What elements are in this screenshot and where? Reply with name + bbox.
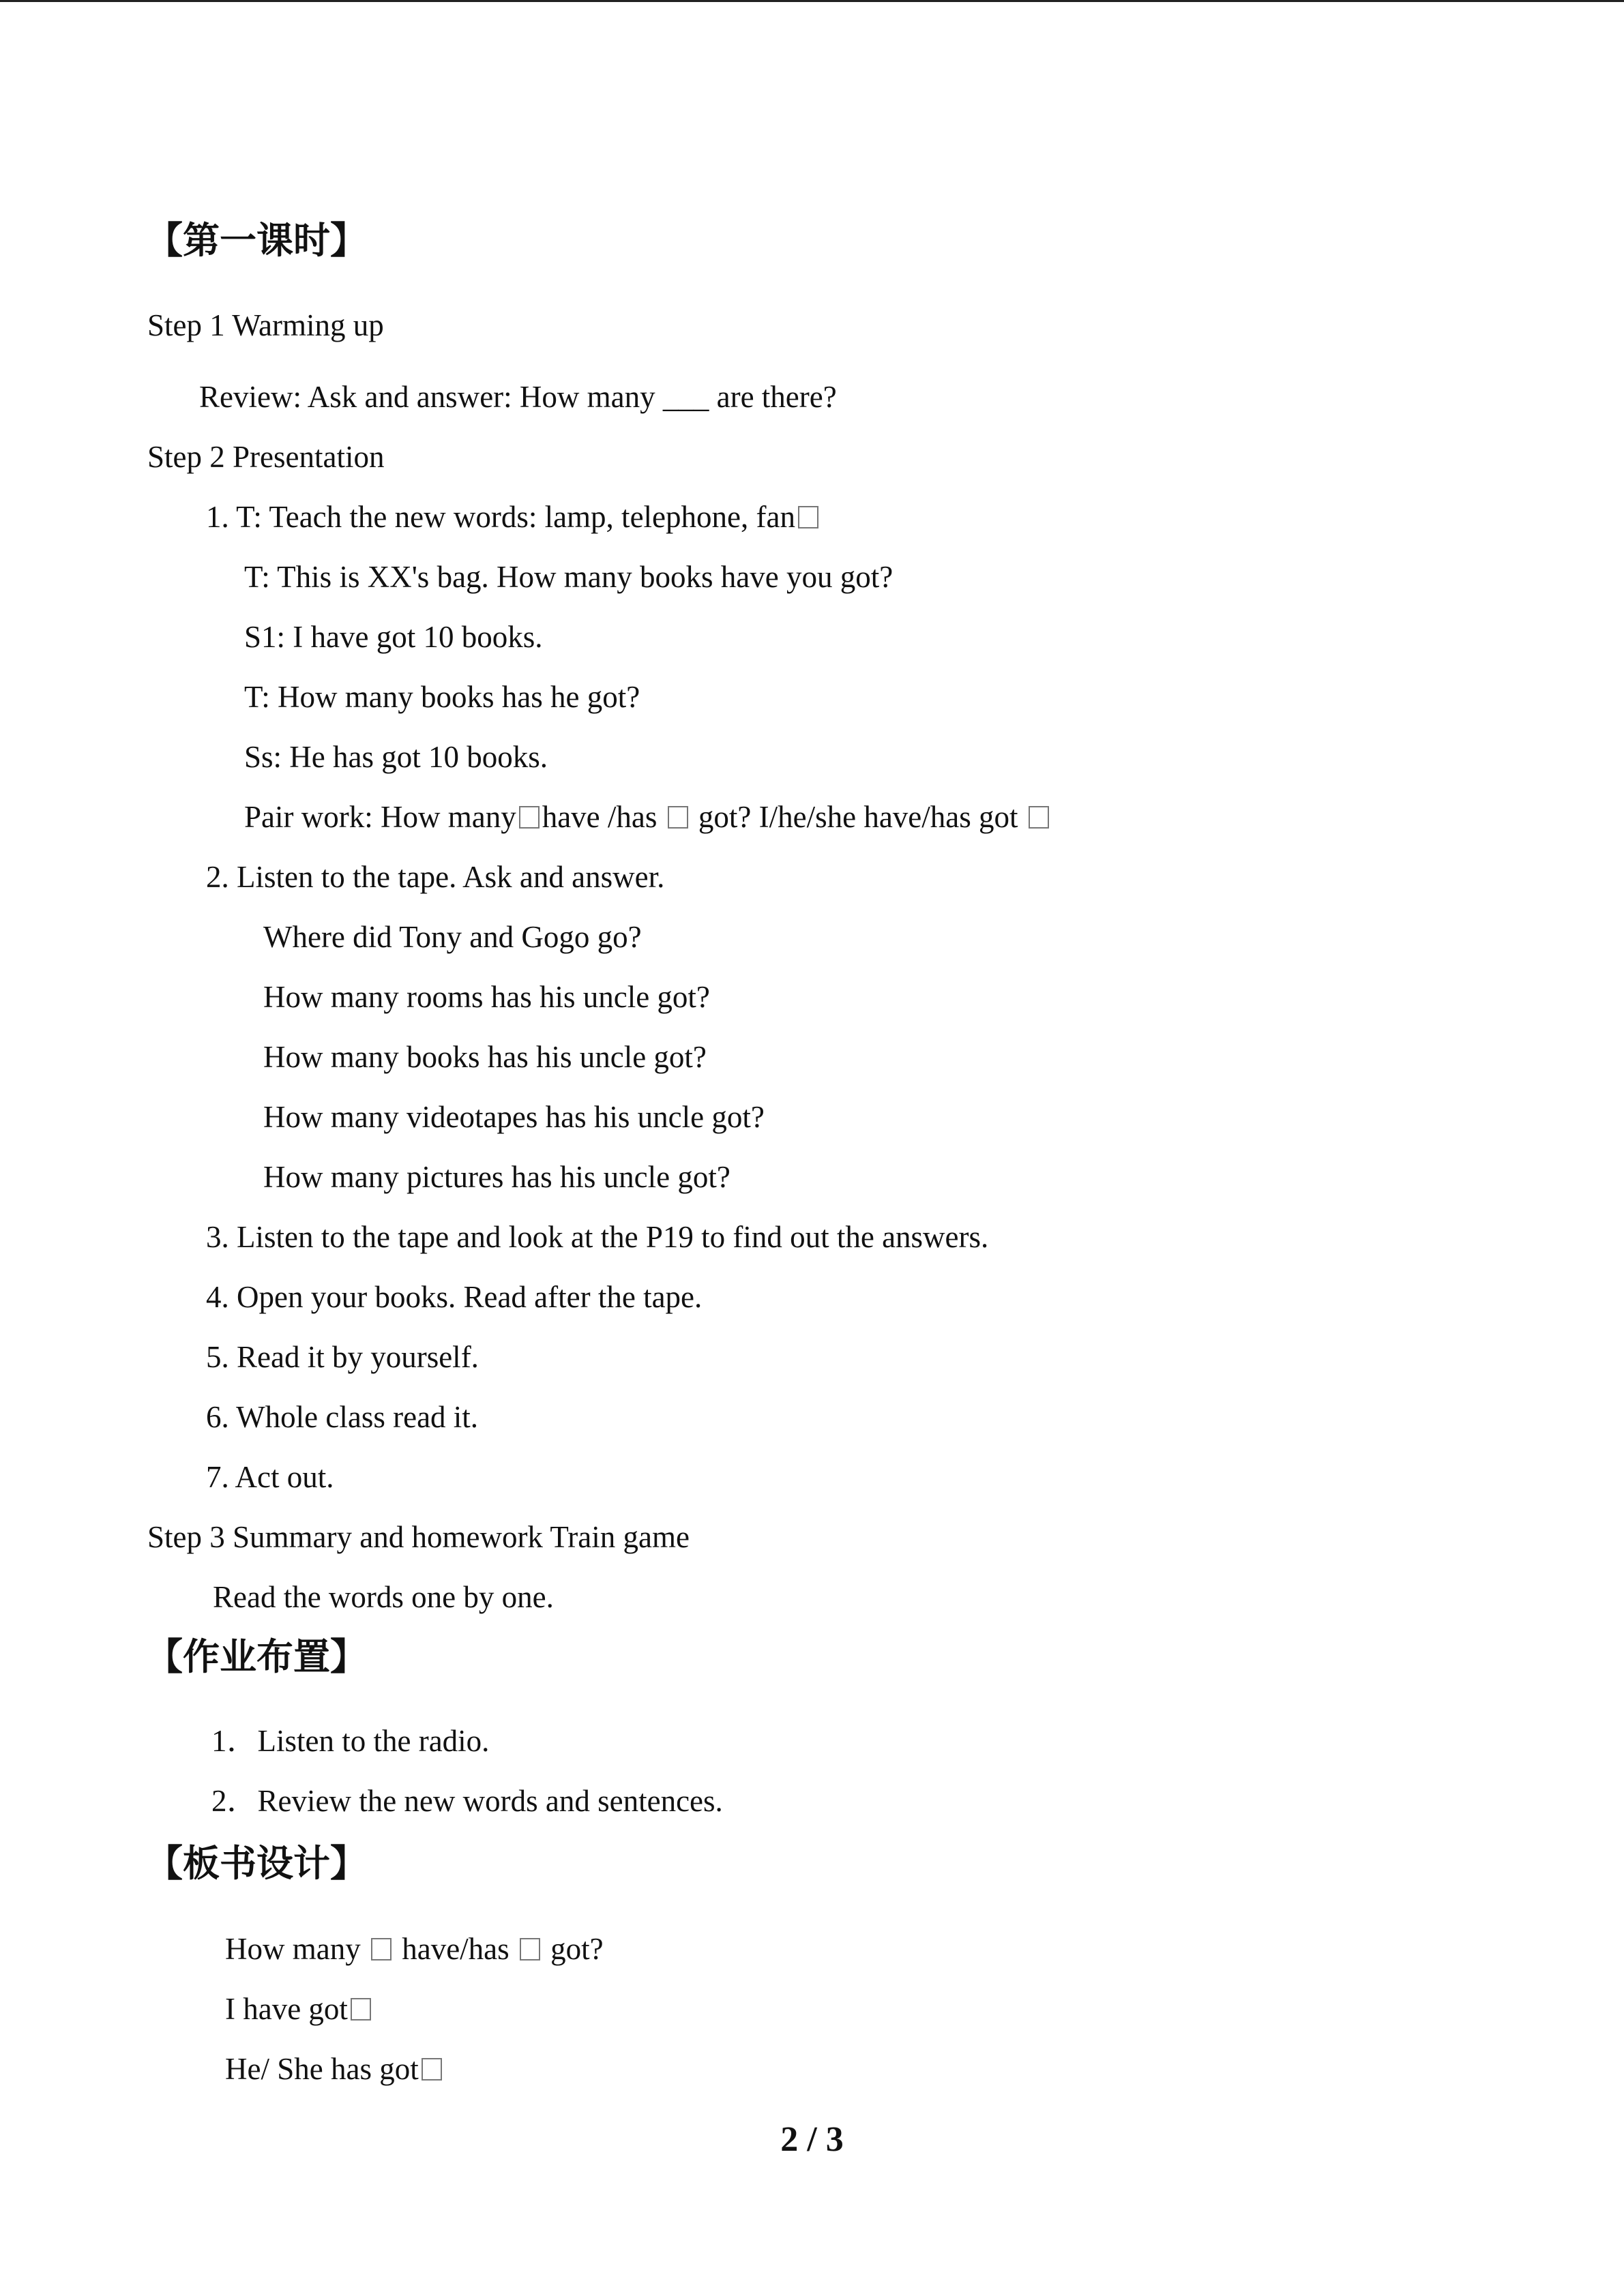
lesson-heading: 【第一课时】: [146, 219, 367, 262]
step3-detail: Read the words one by one.: [213, 1580, 554, 1614]
pair-work-part3: got? I/he/she have/has got: [698, 800, 1018, 834]
step2-item-2: 2. Listen to the tape. Ask and answer.: [206, 860, 665, 894]
board-line-1-part2: have/has: [402, 1932, 510, 1966]
board-line-1: [225, 1928, 604, 1969]
dialogue-line: Ss: He has got 10 books.: [244, 740, 548, 774]
placeholder-box: [798, 506, 818, 528]
step2-item-1-text: 1. T: Teach the new words: lamp, telephone, fan: [206, 500, 795, 534]
pair-work-part2: have /has: [542, 800, 658, 834]
pair-work-part1: Pair work: How many: [244, 800, 516, 834]
pair-work-line: [244, 796, 1052, 837]
question-line: How many books has his uncle got?: [263, 1040, 707, 1074]
placeholder-box: [351, 1998, 371, 2021]
step2-item-4: 4. Open your books. Read after the tape.: [206, 1280, 703, 1314]
step2-item-6: 6. Whole class read it.: [206, 1400, 479, 1434]
board-line-1-part1: How many: [225, 1932, 361, 1966]
question-line: Where did Tony and Gogo go?: [263, 920, 642, 954]
dialogue-line: T: How many books has he got?: [244, 680, 640, 714]
homework-item: 2．Review the new words and sentences.: [211, 1784, 723, 1818]
step2-item-7: 7. Act out.: [206, 1460, 334, 1494]
question-line: How many videotapes has his uncle got?: [263, 1100, 765, 1134]
placeholder-box: [668, 806, 688, 829]
homework-heading: 【作业布置】: [146, 1635, 367, 1678]
placeholder-box: [1029, 806, 1049, 829]
dialogue-line: S1: I have got 10 books.: [244, 620, 543, 654]
step2-item-3: 3. Listen to the tape and look at the P19 to find out the answers.: [206, 1220, 989, 1254]
step2-item-5: 5. Read it by yourself.: [206, 1340, 479, 1374]
board-line-2: [225, 1988, 374, 2029]
placeholder-box: [371, 1938, 392, 1960]
board-line-3-text: He/ She has got: [225, 2052, 419, 2086]
placeholder-box: [520, 1938, 540, 1960]
step2-title: Step 2 Presentation: [147, 440, 385, 474]
board-line-2-text: I have got: [225, 1992, 348, 2026]
placeholder-box: [422, 2058, 442, 2081]
page-number: 2 / 3: [780, 2120, 844, 2159]
board-heading: 【板书设计】: [146, 1842, 367, 1885]
placeholder-box: [519, 806, 540, 829]
page-top-border: [0, 0, 1624, 2]
board-line-3: [225, 2048, 445, 2089]
step2-item-1: [206, 496, 821, 537]
step1-title: Step 1 Warming up: [147, 308, 384, 342]
board-line-1-part3: got?: [550, 1932, 604, 1966]
question-line: How many pictures has his uncle got?: [263, 1160, 730, 1194]
dialogue-line: T: This is XX's bag. How many books have you got?: [244, 560, 894, 594]
step1-review: Review: Ask and answer: How many ___ are there?: [199, 380, 837, 414]
question-line: How many rooms has his uncle got?: [263, 980, 710, 1014]
step3-title: Step 3 Summary and homework Train game: [147, 1520, 690, 1554]
homework-item: 1．Listen to the radio.: [211, 1724, 490, 1758]
